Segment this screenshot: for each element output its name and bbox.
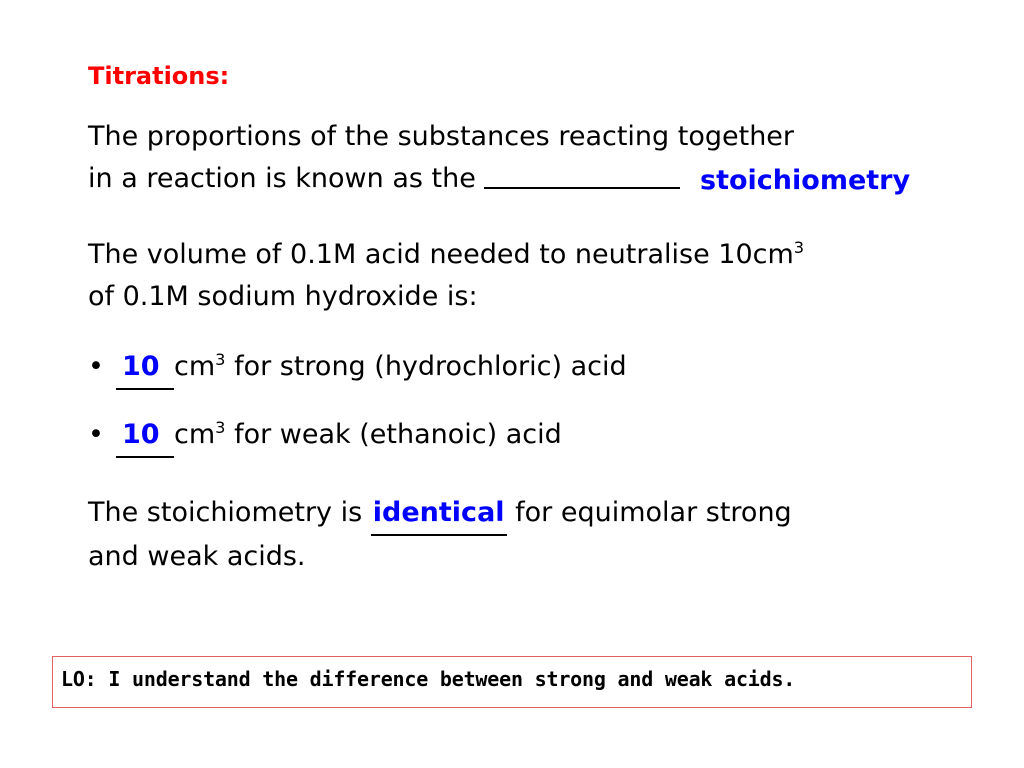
superscript: 3	[793, 238, 805, 257]
bullet-text: for weak (ethanoic) acid	[234, 419, 562, 450]
unit: cm	[174, 419, 216, 450]
paragraph-line-text: in a reaction is known as the	[88, 163, 476, 194]
bullet-icon: •	[88, 351, 104, 382]
superscript: 3	[215, 418, 226, 437]
paragraph-line-with-blank	[88, 158, 794, 200]
paragraph-line: The proportions of the substances reacting together	[88, 121, 795, 152]
paragraph-line	[88, 492, 792, 536]
learning-objective-box	[52, 656, 972, 708]
answer-volume-weak: 10	[116, 414, 174, 458]
answer-stoichiometry: stoichiometry	[700, 165, 911, 196]
paragraph-line-text: The stoichiometry is	[88, 497, 363, 528]
answer-blank	[484, 187, 680, 189]
bullet-icon: •	[88, 419, 104, 450]
paragraph-line-text: The volume of 0.1M acid needed to neutralise 10cm	[88, 239, 794, 270]
answer-volume-strong: 10	[116, 346, 174, 390]
superscript: 3	[215, 350, 226, 369]
stoichiometry-conclusion-paragraph	[88, 492, 792, 578]
answer-identical: identical	[371, 492, 507, 536]
paragraph-line: and weak acids.	[88, 541, 306, 572]
learning-objective-text: LO: I understand the difference between strong and weak acids.	[61, 667, 796, 691]
unit: cm	[174, 351, 216, 382]
paragraph-line-text: for equimolar strong	[515, 497, 792, 528]
volume-question-paragraph	[88, 234, 804, 318]
stoichiometry-definition-paragraph	[88, 116, 794, 200]
bullet-text: for strong (hydrochloric) acid	[234, 351, 627, 382]
paragraph-line: of 0.1M sodium hydroxide is:	[88, 281, 478, 312]
bullet-item-strong-acid	[88, 346, 627, 390]
paragraph-line	[88, 234, 804, 276]
bullet-item-weak-acid	[88, 414, 562, 458]
slide-title: Titrations:	[88, 62, 230, 90]
